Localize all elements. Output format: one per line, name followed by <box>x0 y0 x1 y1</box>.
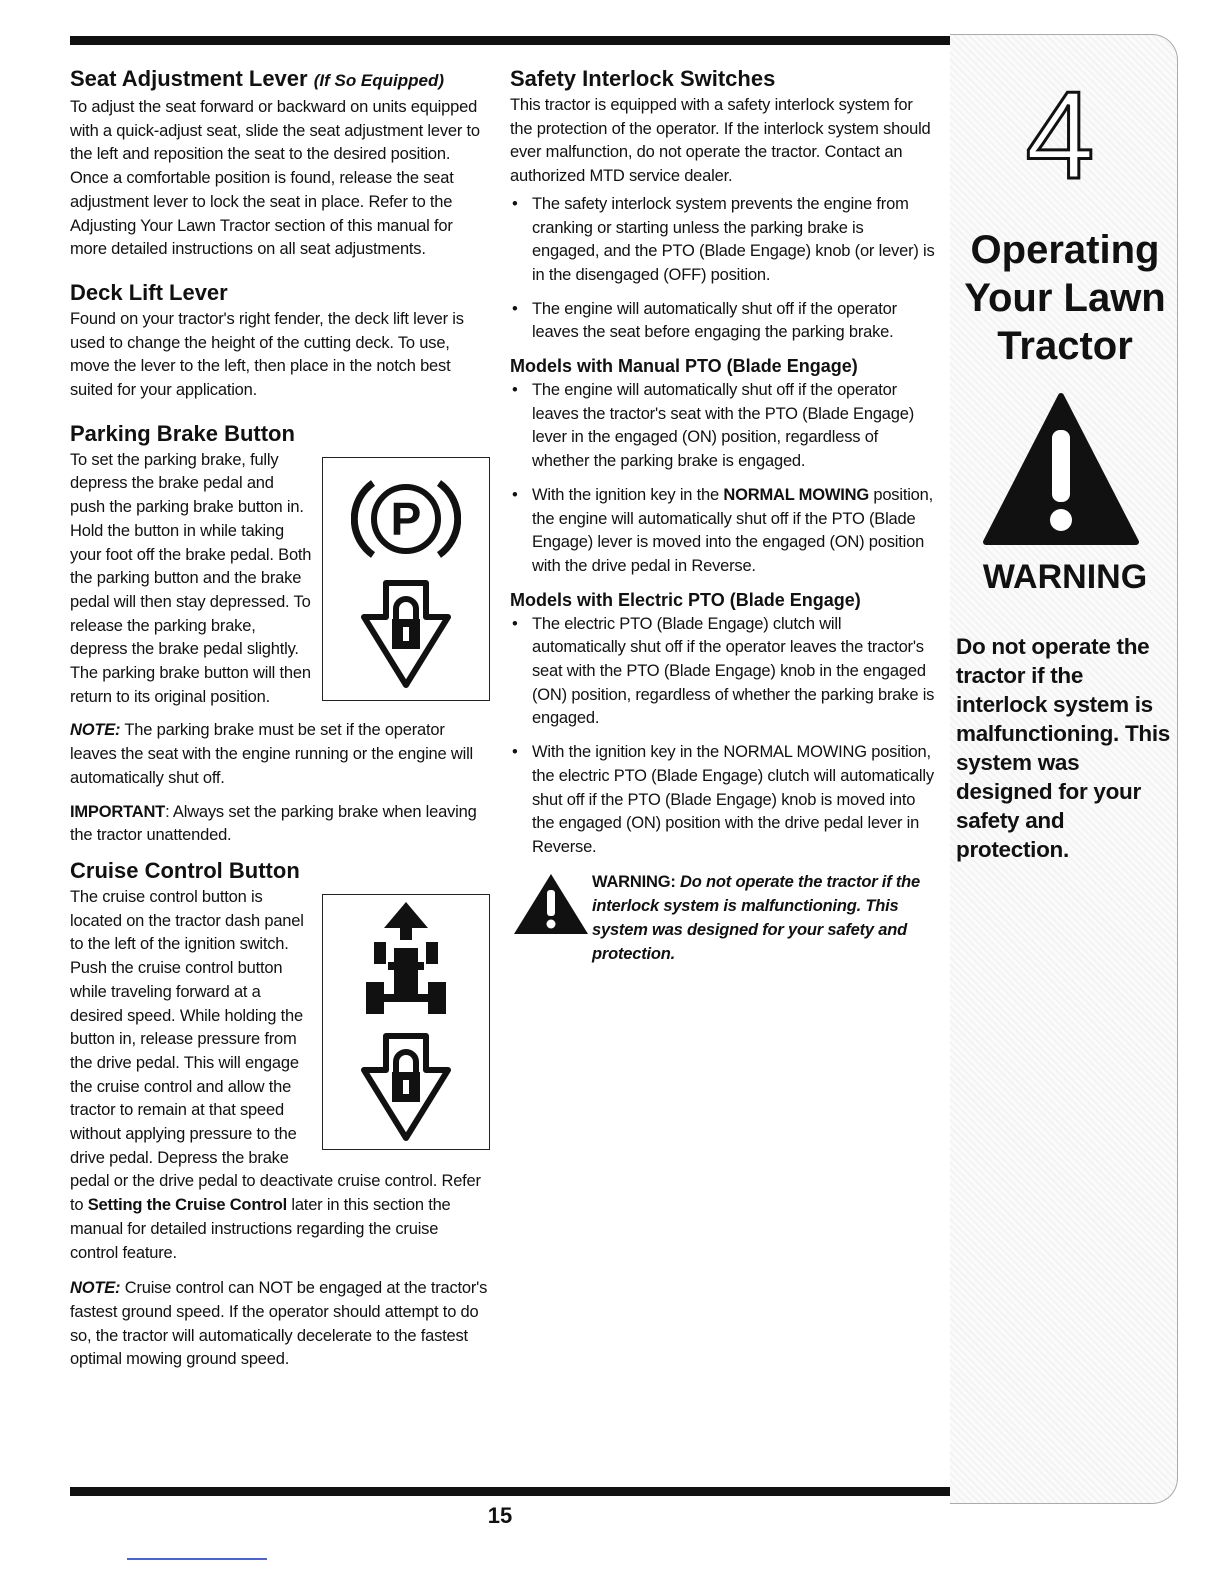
chapter-number <box>1013 78 1107 186</box>
important-note: IMPORTANT: Always set the parking brake when leaving the tractor unattended. <box>70 802 477 845</box>
bottom-rule <box>70 1487 950 1496</box>
list-item: • The electric PTO (Blade Engage) clutch will automatically shut off if the operator leaves the tractor's seat with the PTO (Blade Engage) knob in the engaged (ON) position, regardless of whether the parking brake is engaged. <box>532 613 935 732</box>
electric-pto-section <box>510 589 935 860</box>
paragraph: To adjust the seat forward or backward on units equipped with a quick-adjust seat, slide the seat adjustment lever to the left and reposition the seat to the desired position. Once a comfortable position is found, release the seat adjustment lever to lock the seat in place. Refer to the Adjusting Your Lawn Tractor section of this manual for more detailed instructions on all seat adjustments. <box>70 98 480 259</box>
section-heading: Seat Adjustment Lever (If So Equipped) <box>70 66 445 91</box>
link-underline <box>127 1558 267 1560</box>
deck-lift-section <box>70 280 490 403</box>
warning-triangle-icon <box>982 392 1140 546</box>
section-heading: Deck Lift Lever <box>70 279 228 305</box>
subsection-heading: Models with Manual PTO (Blade Engage) <box>510 356 858 377</box>
top-rule <box>70 36 950 45</box>
section-heading: Cruise Control Button <box>70 857 300 883</box>
tractor-forward-icon <box>366 902 446 1022</box>
list-item: • The engine will automatically shut off if the operator leaves the seat before engaging the parking brake. <box>532 298 935 345</box>
list-item: • The engine will automatically shut off if the operator leaves the tractor's seat with the PTO (Blade Engage) lever in the engaged (ON) position, regardless of whether the parking brake is engaged. <box>532 379 935 474</box>
svg-text:4: 4 <box>1025 78 1095 186</box>
warning-body: Do not operate the tractor if the interlock system is malfunctioning. This system was designed for your safety and protection. <box>956 634 1170 862</box>
list-item: • The safety interlock system prevents the engine from cranking or starting unless the parking brake is engaged, and the PTO (Blade Engage) knob (or lever) is in the disengaged (OFF) position. <box>532 193 935 288</box>
paragraph: This tractor is equipped with a safety interlock system for the protection of the operator. If the interlock system should ever malfunction, do not operate the tractor. Contact an authorized MTD service dealer. <box>510 96 931 186</box>
middle-column <box>510 66 935 966</box>
left-column <box>70 66 490 1390</box>
cruise-control-section <box>70 858 490 1372</box>
paragraph: To set the parking brake, fully depress the brake pedal and push the parking brake button in. Hold the button in while taking your foot off the brake pedal. Both the parking button and the brake pedal will then stay depressed. To release the parking brake, depress the brake pedal slightly. The parking brake button will then return to its original position. <box>70 450 312 706</box>
warning-triangle-icon <box>510 872 592 936</box>
note: NOTE: The parking brake must be set if the operator leaves the seat with the engine running or the engine will automatically shut off. <box>70 721 474 787</box>
lock-arrow-icon <box>356 579 456 689</box>
subsection-heading: Models with Electric PTO (Blade Engage) <box>510 589 861 610</box>
bullet-list <box>510 613 935 860</box>
warning-heading: WARNING <box>982 558 1148 596</box>
manual-pto-section <box>510 355 935 579</box>
page-number: 15 <box>487 1503 513 1528</box>
lock-arrow-icon <box>356 1032 456 1142</box>
list-item: • With the ignition key in the NORMAL MOWING position, the electric PTO (Blade Engage) clutch will automatically shut off if the PTO (Blade Engage) knob is moved into the engaged (ON) position with the drive pedal lever in Reverse. <box>532 741 935 860</box>
section-heading: Safety Interlock Switches <box>510 66 776 91</box>
list-item: • With the ignition key in the NORMAL MOWING position, the engine will automatically shut off if the PTO (Blade Engage) lever is moved into the engaged (ON) position with the drive pedal in Reverse. <box>532 484 935 579</box>
parking-brake-section <box>70 421 490 848</box>
warning-callout <box>510 870 935 966</box>
parking-brake-icon <box>351 469 461 569</box>
safety-interlock-section <box>510 66 935 345</box>
note: NOTE: Cruise control can NOT be engaged at the tractor's fastest ground speed. If the operator should attempt to do so, the tractor will automatically decelerate to the fastest optimal mowing ground speed. <box>70 1279 488 1369</box>
chapter-title: Operating Your Lawn Tractor <box>964 228 1166 368</box>
bullet-list <box>510 193 935 345</box>
svg-text:P: P <box>390 492 422 545</box>
cruise-control-icon-box <box>322 894 490 1150</box>
parking-brake-icon-box <box>322 457 490 701</box>
bullet-list <box>510 379 935 579</box>
warning-text: WARNING: Do not operate the tractor if the interlock system is malfunctioning. This system was designed for your safety and protection. <box>592 872 921 963</box>
paragraph: The cruise control button is located on the tractor dash panel to the left of the ignition switch. Push the cruise control button while traveling forward at a desired speed. While holding the button in, release pressure from the drive pedal. This will engage the cruise control and allow the tractor to remain at that speed without applying pressure to the drive pedal. Depress the brake pedal or the drive pedal to deactivate cruise control. Refer to Setting the Cruise Control later in this section the manual for detailed instructions regarding the cruise control feature. <box>70 887 481 1262</box>
seat-adjustment-section <box>70 66 490 262</box>
section-heading: Parking Brake Button <box>70 420 295 446</box>
paragraph: Found on your tractor's right fender, the deck lift lever is used to change the height of the cutting deck. To use, move the lever to the left, then place in the notch best suited for your application. <box>70 309 464 400</box>
